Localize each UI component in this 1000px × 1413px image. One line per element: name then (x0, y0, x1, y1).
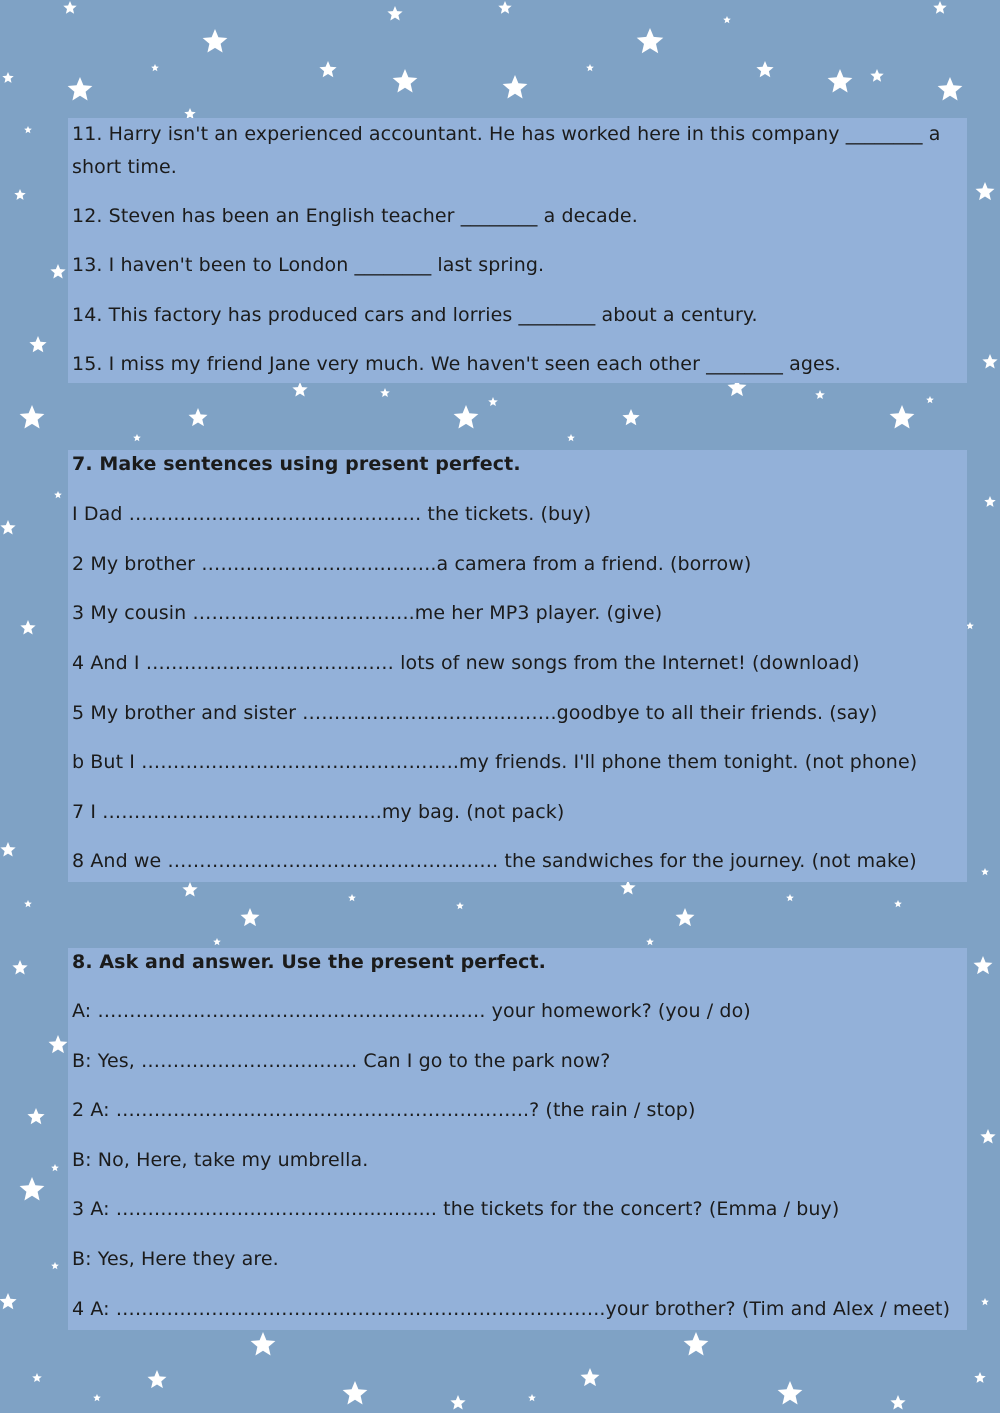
exercise-item: A: ……………………………………………………. your homework? (you / do) (72, 1000, 751, 1022)
exercise-item: 14. This factory has produced cars and lorries ________ about a century. (72, 304, 758, 326)
star-icon (498, 1, 511, 14)
star-icon (567, 434, 575, 441)
star-icon (241, 908, 260, 926)
star-icon (637, 28, 664, 53)
exercise-6-continued-panel (68, 118, 967, 383)
star-icon (20, 1177, 45, 1201)
star-icon (503, 75, 528, 99)
star-icon (984, 496, 995, 507)
star-icon (974, 956, 993, 974)
star-icon (0, 1293, 17, 1309)
star-icon (938, 77, 963, 101)
star-icon (24, 900, 32, 907)
star-icon (828, 69, 853, 93)
exercise-item: 11. Harry isn't an experienced accountant. He has worked here in this company ________ a short time. (72, 123, 941, 178)
star-icon (894, 900, 902, 907)
star-icon (29, 336, 46, 352)
star-icon (50, 264, 65, 279)
star-icon (51, 1164, 59, 1171)
exercise-item: 3 A: ………………………………............... the tickets for the concert? (Emma / buy) (72, 1198, 840, 1220)
star-icon (20, 620, 35, 635)
star-icon (890, 1395, 905, 1410)
star-icon (133, 434, 141, 441)
star-icon (450, 1395, 465, 1410)
star-icon (786, 894, 794, 901)
star-icon (213, 938, 221, 945)
star-icon (54, 491, 62, 498)
star-icon (63, 1, 76, 14)
exercise-item: 2 A: ………………………………………………………..? (the rain / stop) (72, 1099, 696, 1121)
star-icon (319, 61, 336, 77)
star-icon (203, 29, 228, 53)
star-icon (387, 6, 402, 21)
star-icon (926, 396, 934, 403)
exercise-7-title: 7. Make sentences using present perfect. (72, 453, 521, 475)
exercise-item: B: Yes, ……………………………. Can I go to the park now? (72, 1050, 611, 1072)
exercise-item: 4 A: …………………………………………………………………..your brother? (Tim and Alex / meet) (72, 1298, 951, 1320)
star-icon (646, 938, 654, 945)
exercise-item: b But I …………………………………………..my friends. I'll phone them tonight. (not phone) (72, 751, 918, 773)
exercise-7-panel (68, 450, 967, 882)
star-icon (620, 880, 635, 895)
star-icon (488, 397, 498, 406)
star-icon (976, 182, 995, 200)
star-icon (292, 382, 307, 397)
star-icon (456, 902, 464, 909)
exercise-item: 13. I haven't been to London ________ last spring. (72, 254, 545, 276)
exercise-item: 7 I ……………………………………..my bag. (not pack) (72, 801, 565, 823)
star-icon (380, 388, 390, 397)
star-icon (676, 908, 695, 926)
exercise-8-title: 8. Ask and answer. Use the present perfect. (72, 951, 546, 973)
star-icon (2, 72, 13, 83)
star-icon (51, 1262, 59, 1269)
star-icon (32, 1373, 42, 1382)
star-icon (0, 842, 15, 857)
star-icon (27, 1108, 44, 1124)
star-icon (148, 1370, 167, 1388)
star-icon (890, 405, 915, 429)
star-icon (870, 69, 883, 82)
star-icon (251, 1332, 276, 1356)
star-icon (778, 1381, 803, 1405)
star-icon (980, 1129, 995, 1144)
star-icon (189, 408, 208, 426)
star-icon (93, 1394, 101, 1401)
exercise-item: 5 My brother and sister ………………………………….goodbye to all their friends. (say) (72, 702, 878, 724)
star-icon (343, 1381, 368, 1405)
star-icon (981, 1298, 989, 1305)
star-icon (393, 69, 418, 93)
star-icon (528, 1394, 536, 1401)
exercise-item: 3 My cousin ……………………………..me her MP3 player. (give) (72, 602, 663, 624)
star-icon (723, 16, 731, 23)
star-icon (933, 1, 946, 14)
star-icon (454, 405, 479, 429)
exercise-item: 4 And I ………………………………… lots of new songs from the Internet! (download) (72, 652, 860, 674)
exercise-item: 15. I miss my friend Jane very much. We haven't seen each other ________ ages. (72, 353, 841, 375)
star-icon (24, 126, 32, 133)
exercise-item: 8 And we ……………………………………………. the sandwiches for the journey. (not make) (72, 850, 917, 872)
star-icon (684, 1332, 709, 1356)
star-icon (12, 960, 27, 975)
star-icon (622, 409, 639, 425)
star-icon (581, 1368, 600, 1386)
star-icon (14, 189, 25, 200)
exercise-8-panel (68, 948, 967, 1330)
exercise-item: B: No, Here, take my umbrella. (72, 1149, 369, 1171)
star-icon (182, 882, 197, 897)
star-icon (756, 61, 773, 77)
star-icon (982, 354, 997, 369)
star-icon (151, 64, 159, 71)
star-icon (348, 894, 356, 901)
star-icon (20, 405, 45, 429)
exercise-item: B: Yes, Here they are. (72, 1248, 279, 1270)
star-icon (49, 1035, 68, 1053)
exercise-item: 12. Steven has been an English teacher ________ a decade. (72, 205, 638, 227)
star-icon (966, 622, 974, 629)
star-icon (586, 64, 594, 71)
star-icon (815, 390, 825, 399)
star-icon (974, 1372, 985, 1383)
exercise-item: 2 My brother ……………………………….a camera from a friend. (borrow) (72, 553, 752, 575)
star-icon (981, 868, 989, 875)
star-icon (68, 77, 93, 101)
exercise-item: I Dad ………………………………………. the tickets. (buy) (72, 503, 592, 525)
star-icon (0, 520, 15, 535)
